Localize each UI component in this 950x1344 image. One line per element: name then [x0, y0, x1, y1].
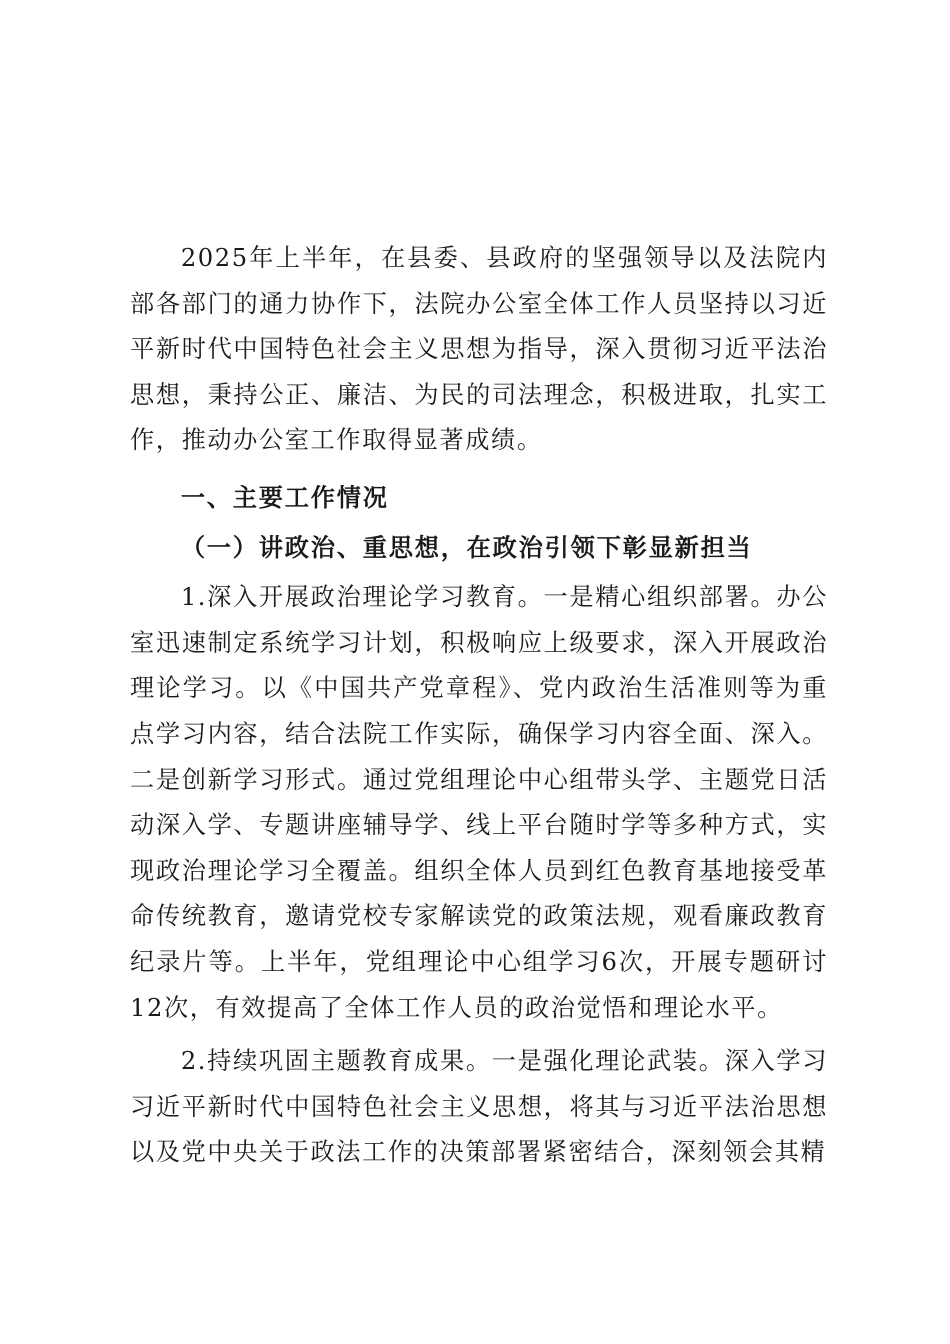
paragraph-1: 1.深入开展政治理论学习教育。一是精心组织部署。办公室迅速制定系统学习计划，积极响应上级要求，深入开展政治理论学习。以《中国共产党章程》、党内政治生活准则等为重点学习内容，结合法院工作实际，确保学习内容全面、深入。二是创新学习形式。通过党组理论中心组带头学、主题党日活动深入学、专题讲座辅导学、线上平台随时学等多种方式，实现政治理论学习全覆盖。组织全体人员到红色教育基地接受革命传统教育，邀请党校专家解读党的政策法规，观看廉政教育纪录片等。上半年，党组理论中心组学习6次，开展专题研讨12次，有效提高了全体工作人员的政治觉悟和理论水平。	[130, 583, 828, 1022]
paragraph-2: 2.持续巩固主题教育成果。一是强化理论武装。深入学习习近平新时代中国特色社会主义思想，将其与习近平法治思想以及党中央关于政法工作的决策部署紧密结合，深刻领会其精	[130, 1047, 828, 1167]
intro-paragraph: 2025年上半年，在县委、县政府的坚强领导以及法院内部各部门的通力协作下，法院办公室全体工作人员坚持以习近平新时代中国特色社会主义思想为指导，深入贯彻习近平法治思想，秉持公正、廉洁、为民的司法理念，积极进取，扎实工作，推动办公室工作取得显著成绩。	[130, 244, 828, 455]
document-body	[130, 236, 828, 1176]
section-heading: 一、主要工作情况	[180, 483, 389, 512]
subsection-heading: （一）讲政治、重思想，在政治引领下彰显新担当	[180, 533, 753, 562]
